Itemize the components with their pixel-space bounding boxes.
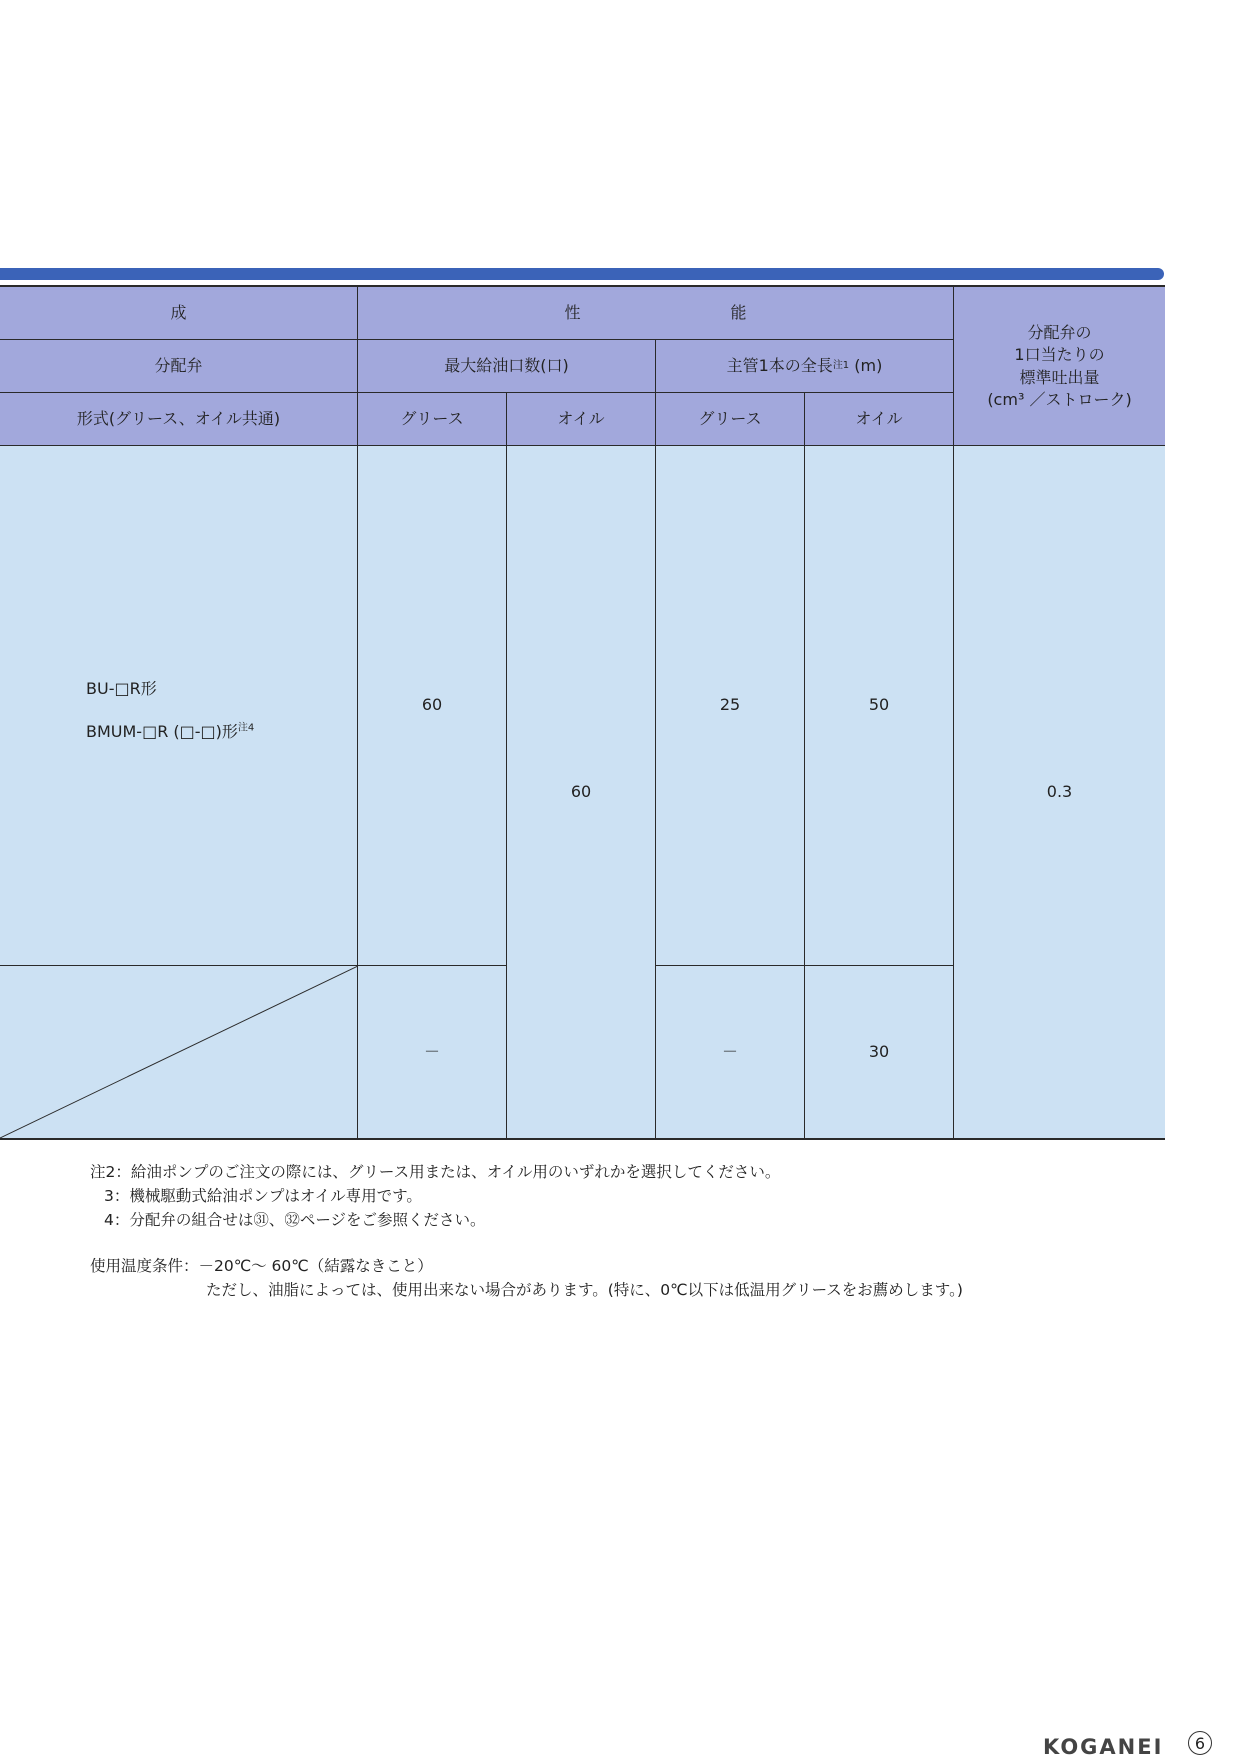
note-2: 注2：給油ポンプのご注文の際には、グリース用または、オイル用のいずれかを選択してください。 [90,1163,781,1181]
header-max-ports [358,340,656,393]
header-main-pipe-unit: (m) [854,355,883,375]
header-length-oil [805,393,954,446]
header-ports-grease [358,393,507,446]
cell-r2-grease-length [656,966,805,1138]
header-composition [0,287,358,340]
cell-model [0,446,358,966]
model-bmum [86,721,254,743]
header-length-grease [656,393,805,446]
header-model-type-label: 形式(グリース、オイル共通) [76,408,281,428]
cell-r2-oil-length [805,966,954,1138]
header-performance [358,287,954,340]
header-ports-oil-label: オイル [557,408,605,428]
cell-r2-grease-ports [358,966,507,1138]
note-3: 3：機械駆動式給油ポンプはオイル専用です。 [104,1187,422,1206]
header-distributor [0,340,358,393]
cell-r1-grease-length [656,446,805,966]
header-main-pipe: 主管1本の全長 注1 (m) [656,340,954,393]
r2-grease-ports-value: － [423,1041,440,1061]
header-discharge-line1: 分配弁の [1027,322,1092,342]
r1-grease-ports-value: 60 [421,695,443,715]
header-length-oil-label: オイル [855,408,903,428]
header-ports-grease-label: グリース [400,408,464,428]
diagonal-slash [0,966,358,1138]
header-performance-label-2: 能 [730,302,747,322]
note-4: 4：分配弁の組合せは㉛、㉜ページをご参照ください。 [104,1211,486,1230]
discharge-value: 0.3 [1046,781,1073,801]
header-max-ports-label: 最大給油口数(口) [444,355,569,375]
temperature-detail: ただし、油脂によっては、使用出来ない場合があります。(特に、0℃以下は低温用グリースをお薦めします。) [206,1281,963,1300]
page-number: 6 [1188,1731,1212,1755]
r2-grease-length-value: － [721,1041,738,1061]
model-bu: BU-□R形 [86,679,157,699]
header-discharge-line2: 1口当たりの [1014,345,1105,365]
cell-discharge [954,446,1165,1138]
temperature-condition: 使用温度条件：－20℃～ 60℃（結露なきこと） [90,1257,433,1276]
koganei-logo: KOGANEI [1043,1735,1164,1759]
cell-oil-ports [507,446,656,1138]
oil-ports-value: 60 [570,781,592,801]
header-length-grease-label: グリース [698,408,762,428]
header-model-type [0,393,358,446]
r2-oil-length-value: 30 [868,1041,890,1061]
header-distributor-label: 分配弁 [154,355,203,375]
top-accent-bar [0,268,1164,280]
header-discharge-line4: (cm³ ／ストローク) [987,389,1132,409]
cell-r1-oil-length [805,446,954,966]
header-performance-label-1: 性 [564,302,581,322]
header-composition-label: 成 [170,302,187,322]
header-discharge-line3: 標準吐出量 [1019,367,1100,387]
cell-r1-grease-ports [358,446,507,966]
r1-grease-length-value: 25 [719,695,741,715]
header-ports-oil [507,393,656,446]
cell-r2-empty [0,966,358,1138]
header-main-pipe-label: 主管1本の全長 [726,355,833,375]
model-bmum-note: 注4 [237,722,255,734]
header-discharge [954,287,1165,446]
model-bmum-label: BMUM-□R (□-□)形 [86,721,238,741]
notes [90,1160,963,1302]
r1-oil-length-value: 50 [868,695,890,715]
